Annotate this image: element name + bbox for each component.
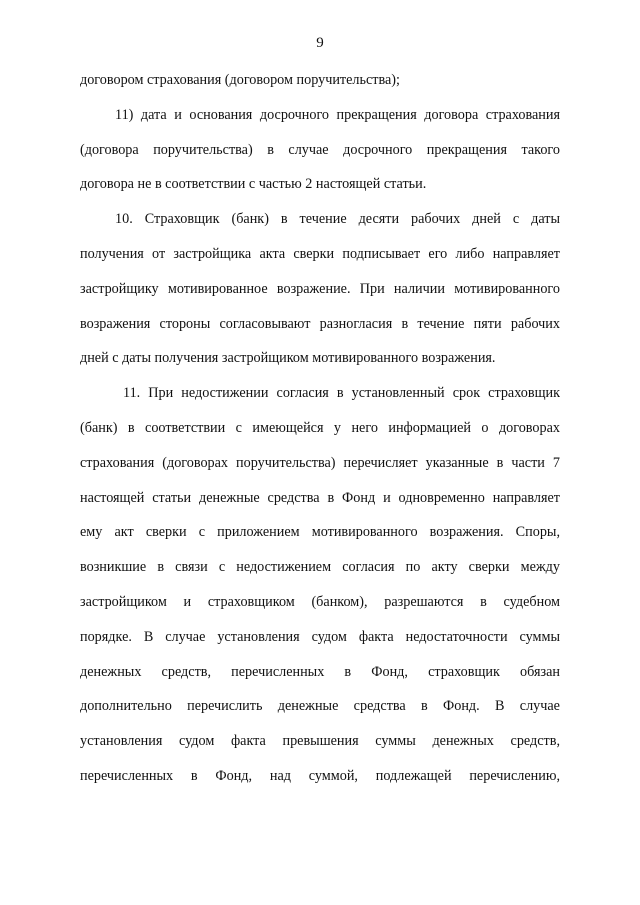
paragraph-part-10: [80, 202, 560, 376]
text-line: 11. При недостижении согласия в установленный срок страховщик: [123, 385, 560, 402]
text-line: договора не в соответствии с частью 2 настоящей статьи.: [80, 176, 427, 193]
text-line: денежных средств, перечисленных в Фонд, страховщик обязан: [80, 663, 560, 680]
text-line: установления судом факта превышения суммы денежных средств,: [80, 733, 560, 750]
text-line: страхования (договорах поручительства) перечисляет указанные в части 7: [80, 454, 560, 471]
text-line: 11) дата и основания досрочного прекращения договора страхования: [115, 106, 560, 123]
text-line: договором страхования (договором поручительства);: [80, 72, 400, 88]
text-line: застройщику мотивированное возражение. При наличии мотивированного: [80, 280, 560, 297]
paragraph-continuation: [80, 63, 560, 98]
text-line: получения от застройщика акта сверки подписывает его либо направляет: [80, 245, 560, 262]
text-line: застройщиком и страховщиком (банком), разрешаются в судебном: [80, 593, 560, 610]
text-line: настоящей статьи денежные средства в Фонд и одновременно направляет: [80, 489, 560, 506]
text-line: ему акт сверки с приложением мотивированного возражения. Споры,: [80, 524, 560, 541]
paragraph-item-11: [80, 98, 560, 202]
text-line: возникшие в связи с недостижением согласия по акту сверки между: [80, 559, 560, 576]
paragraph-part-11: [80, 376, 560, 794]
page-number: 9: [316, 35, 324, 51]
text-line: (договора поручительства) в случае досрочного прекращения такого: [80, 141, 560, 158]
text-line: 10. Страховщик (банк) в течение десяти рабочих дней с даты: [115, 211, 560, 228]
text-line: дополнительно перечислить денежные средства в Фонд. В случае: [80, 698, 560, 715]
document-body: [80, 63, 560, 794]
text-line: порядке. В случае установления судом факта недостаточности суммы: [80, 628, 560, 645]
text-line: перечисленных в Фонд, над суммой, подлежащей перечислению,: [80, 767, 560, 784]
text-line: (банк) в соответствии с имеющейся у него информацией о договорах: [80, 419, 560, 436]
text-line: дней с даты получения застройщиком мотивированного возражения.: [80, 350, 496, 367]
text-line: возражения стороны согласовывают разногласия в течение пяти рабочих: [80, 315, 560, 332]
